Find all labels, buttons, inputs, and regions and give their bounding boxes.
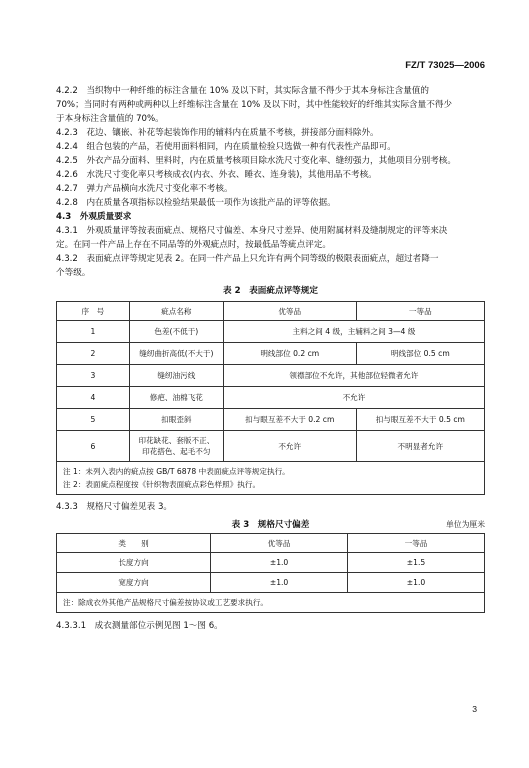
cell-premium-grade: 不允许 [223, 431, 356, 462]
table-note-1: 注 1：未列入表内的疵点按 GB/T 6878 中表面疵点评等规定执行。 [63, 467, 290, 476]
cell-seq: 2 [57, 343, 130, 365]
header-premium-grade: 优等品 [223, 302, 356, 321]
header-seq: 序 号 [57, 302, 130, 321]
paragraph-4-2-3: 4.2.3 花边、镶嵌、补花等起装饰作用的辅料内在质量不考核，拼接部分面料除外。 [56, 128, 379, 138]
paragraph-4-2-2: 4.2.2 当织物中一种纤维的标注含量在 10% 及以下时，其实际含量不得少于其本身标注含量值的 [56, 86, 429, 96]
table-header-row [57, 534, 485, 553]
cell-seq: 5 [57, 409, 130, 431]
paragraph-4-2-4: 4.2.4 组合包装的产品，若使用面料相同，内在质量检验只选做一种有代表性产品即可。 [56, 142, 396, 152]
cell-defect-name: 修疤、油棉飞花 [129, 387, 223, 409]
table-note-row [57, 462, 485, 495]
header-first-grade: 一等品 [348, 534, 485, 553]
cell-merged-requirement: 领襟部位不允许，其他部位轻微者允许 [223, 365, 484, 387]
standard-number: FZ/T 73025—2006 [405, 60, 485, 71]
table-row [57, 409, 485, 431]
cell-premium-grade: ±1.0 [211, 573, 348, 593]
paragraph-4-2-2-cont: 70%；当同时有两种或两种以上纤维标注含量在 10% 及以下时，其中性能较好的纤维其实际含量不得少 [56, 100, 453, 110]
section-heading-4-3: 4.3 外观质量要求 [56, 212, 132, 222]
cell-premium-grade: 明线部位 0.2 cm [223, 343, 356, 365]
header-premium-grade: 优等品 [211, 534, 348, 553]
cell-first-grade: ±1.5 [348, 553, 485, 573]
paragraph-4-3-1-cont: 定。在同一件产品上存在不同品等的外观疵点时，按最低品等疵点评定。 [56, 240, 332, 250]
cell-defect-name: 缝纫曲折高低(不大于) [129, 343, 223, 365]
table-row [57, 387, 485, 409]
cell-premium-grade: ±1.0 [211, 553, 348, 573]
paragraph-4-2-6: 4.2.6 水洗尺寸变化率只考核成衣(内衣、外衣、睡衣、连身装)，其他用品不考核。 [56, 170, 377, 180]
cell-seq: 3 [57, 365, 130, 387]
table-notes [57, 462, 485, 495]
defect-name-line-2: 印花搭色、起毛不匀 [142, 447, 211, 456]
defect-name-line-1: 印花缺花、套版不正、 [138, 436, 215, 445]
table-note-2: 注 2：表面疵点程度按《针织物表面疵点彩色样照》执行。 [63, 480, 261, 489]
cell-seq: 6 [57, 431, 130, 462]
cell-merged-requirement: 主料之间 4 级，主辅料之间 3—4 级 [223, 321, 484, 343]
cell-defect-name [129, 431, 223, 462]
cell-seq: 1 [57, 321, 130, 343]
cell-first-grade: 不明显者允许 [356, 431, 484, 462]
paragraph-4-3-3-1: 4.3.3.1 成衣测量部位示例见图 1～图 6。 [56, 621, 223, 631]
size-deviation-table [56, 533, 485, 613]
cell-first-grade: 扣与眼互差不大于 0.5 cm [356, 409, 484, 431]
table3-unit: 单位为厘米 [446, 520, 485, 529]
table-row [57, 553, 485, 573]
paragraph-4-3-2-cont: 个等级。 [56, 268, 91, 278]
table-row [57, 431, 485, 462]
table3-title: 表 3 规格尺寸偏差 [231, 520, 310, 530]
paragraph-4-3-2: 4.3.2 表面疵点评等规定见表 2。在同一件产品上只允许有两个同等级的极限表面疵点，超过者降一 [56, 254, 439, 264]
document-body [56, 84, 485, 633]
surface-defect-table [56, 301, 485, 495]
table2-title: 表 2 表面疵点评等规定 [223, 286, 318, 296]
cell-merged-requirement: 不允许 [223, 387, 484, 409]
table-note-row [57, 593, 485, 613]
table-row [57, 573, 485, 593]
cell-category: 宽度方向 [57, 573, 211, 593]
paragraph-4-2-8: 4.2.8 内在质量各项指标以检验结果最低一项作为该批产品的评等依据。 [56, 198, 336, 208]
cell-first-grade: 明线部位 0.5 cm [356, 343, 484, 365]
header-category: 类 别 [57, 534, 211, 553]
header-defect-name: 疵点名称 [129, 302, 223, 321]
paragraph-4-2-5: 4.2.5 外衣产品分面料、里料时，内在质量考核项目除水洗尺寸变化率、缝纫强力，其他项目分别考核。 [56, 156, 456, 166]
paragraph-4-3-1: 4.3.1 外观质量评等按表面疵点、规格尺寸偏差、本身尺寸差异、使用附属材料及缝制规定的评等来决 [56, 226, 448, 236]
table-header-row [57, 302, 485, 321]
cell-defect-name: 扣眼歪斜 [129, 409, 223, 431]
paragraph-4-2-7: 4.2.7 弹力产品横向水洗尺寸变化率不考核。 [56, 184, 233, 194]
paragraph-4-3-3: 4.3.3 规格尺寸偏差见表 3。 [56, 502, 173, 512]
cell-defect-name: 缝纫油污线 [129, 365, 223, 387]
table-row [57, 343, 485, 365]
cell-category: 长度方向 [57, 553, 211, 573]
table-row [57, 321, 485, 343]
page-number: 3 [472, 704, 477, 714]
table-row [57, 365, 485, 387]
cell-seq: 4 [57, 387, 130, 409]
paragraph-4-2-2-end: 于本身标注含量值的 70%。 [56, 114, 164, 124]
cell-defect-name: 色差(不低于) [129, 321, 223, 343]
header-first-grade: 一等品 [356, 302, 484, 321]
cell-premium-grade: 扣与眼互差不大于 0.2 cm [223, 409, 356, 431]
cell-first-grade: ±1.0 [348, 573, 485, 593]
table3-header [56, 518, 485, 533]
table-note: 注：除成衣外其他产品规格尺寸偏差按协议或工艺要求执行。 [57, 593, 485, 613]
